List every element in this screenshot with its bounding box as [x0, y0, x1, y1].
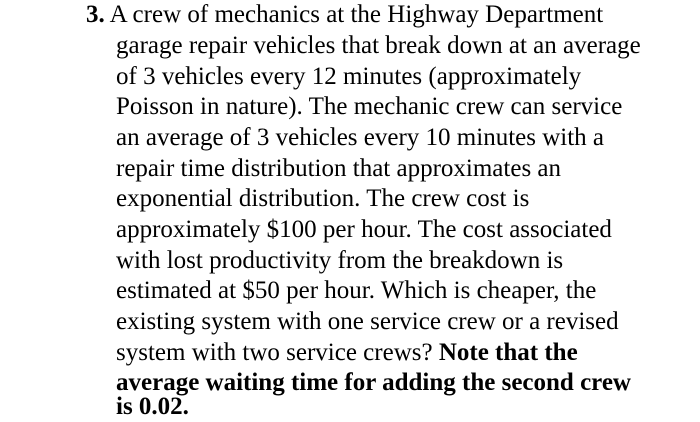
problem-text-line: existing system with one service crew or a revised [116, 308, 619, 335]
problem-line-4 [116, 92, 622, 122]
problem-text-line: with lost productivity from the breakdown is [116, 247, 564, 274]
problem-text-line: exponential distribution. The crew cost is [116, 185, 530, 212]
problem-text-line: of 3 vehicles every 12 minutes (approximately [116, 63, 582, 90]
problem-line-12 [116, 338, 578, 368]
problem-text-line: A crew of mechanics at the Highway Department [104, 1, 604, 28]
problem-line-11 [116, 307, 619, 337]
problem-line-14 [116, 392, 189, 422]
problem-line-1 [86, 0, 603, 30]
problem-note-start: Note that the [438, 339, 578, 366]
problem-text-line: system with two service crews? [116, 339, 439, 366]
problem-line-2 [116, 31, 641, 61]
problem-text-line: approximately $100 per hour. The cost associated [116, 216, 612, 243]
problem-line-5 [116, 123, 604, 153]
problem-line-3 [116, 62, 581, 92]
problem-text-line: repair time distribution that approximates an [116, 155, 562, 182]
problem-text-line: garage repair vehicles that break down at an average [116, 32, 641, 59]
problem-line-13 [116, 368, 631, 398]
problem-line-10 [116, 276, 596, 306]
problem-line-8 [116, 215, 612, 245]
problem-line-9 [116, 246, 563, 276]
problem-text-line: an average of 3 vehicles every 10 minutes with a [116, 124, 605, 151]
problem-note-line: average waiting time for adding the second crew [116, 369, 631, 396]
problem-text-line: estimated at $50 per hour. Which is cheaper, the [116, 277, 597, 304]
problem-note-line: is 0.02. [116, 393, 189, 420]
problem-text-line: Poisson in nature). The mechanic crew can service [116, 93, 623, 120]
problem-number: 3. [86, 1, 105, 28]
problem-line-6 [116, 154, 561, 184]
problem-line-7 [116, 184, 529, 214]
